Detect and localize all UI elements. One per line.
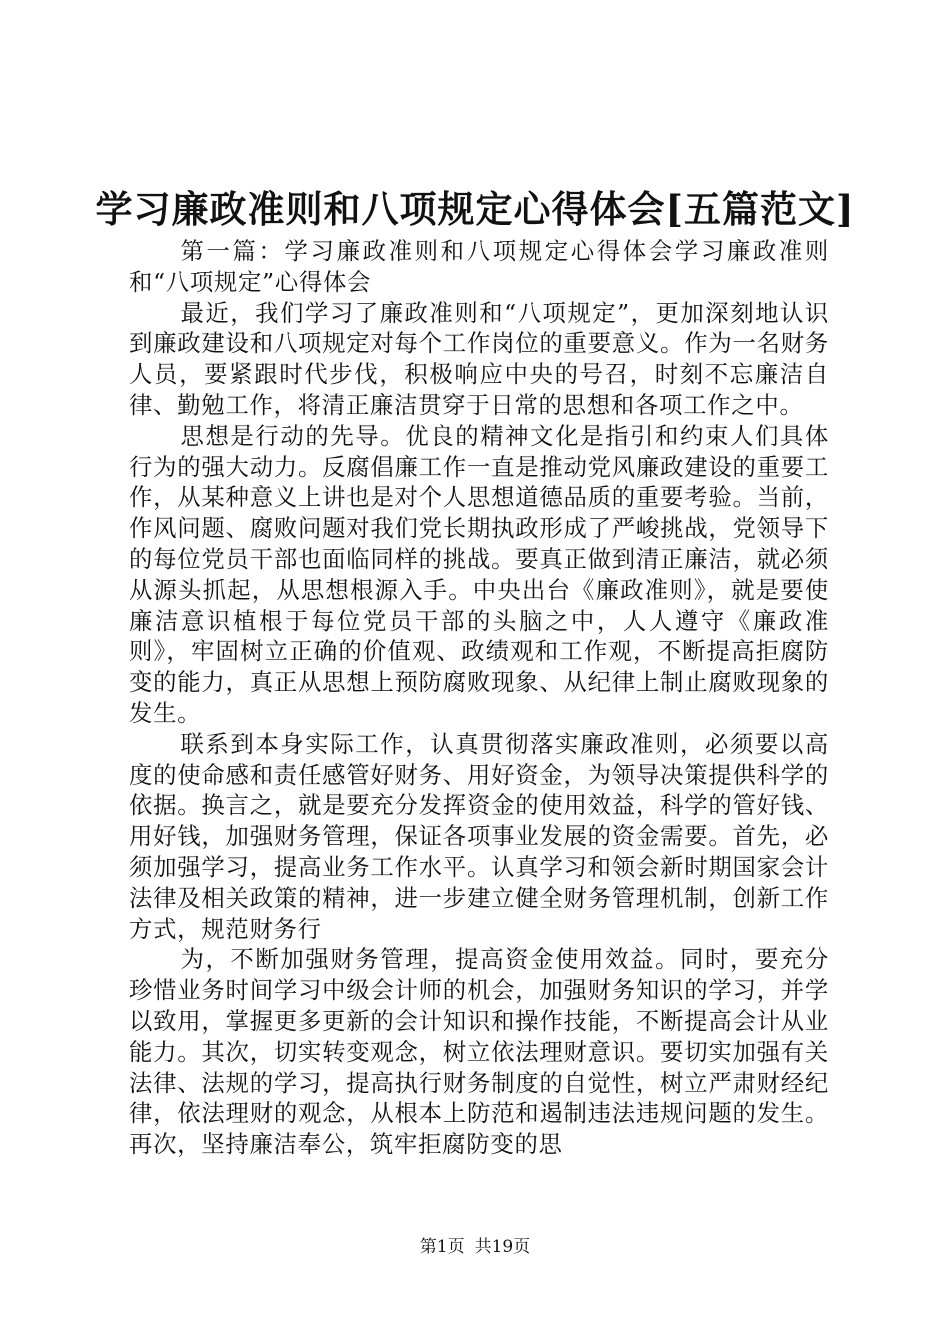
- document-title: 学习廉政准则和八项规定心得体会[五篇范文]: [95, 187, 855, 231]
- paragraph: 思想是行动的先导。优良的精神文化是指引和约束人们具体行为的强大动力。反腐倡廉工作一直是推动党风廉政建设的重要工作，从某种意义上讲也是对个人思想道德品质的重要考验。当前，作风问题、腐败问题对我们党长期执政形成了严峻挑战，党领导下的每位党员干部也面临同样的挑战。要真正做到清正廉洁，就必须从源头抓起，从思想根源入手。中央出台《廉政准则》，就是要使廉洁意识植根于每位党员干部的头脑之中，人人遵守《廉政准则》，牢固树立正确的价值观、政绩观和工作观，不断提高拒腐防变的能力，真正从思想上预防腐败现象、从纪律上制止腐败现象的发生。: [129, 421, 829, 727]
- page-total: 共19页: [474, 1237, 531, 1257]
- page-number: 第1页: [419, 1237, 465, 1257]
- page-footer: [0, 1235, 950, 1259]
- document-body: [129, 236, 829, 1160]
- paragraph: 为，不断加强财务管理，提高资金使用效益。同时，要充分珍惜业务时间学习中级会计师的机会，加强财务知识的学习，并学以致用，掌握更多更新的会计知识和操作技能，不断提高会计从业能力。其次，切实转变观念，树立依法理财意识。要切实加强有关法律、法规的学习，提高执行财务制度的自觉性，树立严肃财经纪律，依法理财的观念，从根本上防范和遏制违法违规问题的发生。再次，坚持廉洁奉公，筑牢拒腐防变的思: [129, 945, 829, 1159]
- paragraph: 最近，我们学习了廉政准则和“八项规定”，更加深刻地认识到廉政建设和八项规定对每个工作岗位的重要意义。作为一名财务人员，要紧跟时代步伐，积极响应中央的号召，时刻不忘廉洁自律、勤勉工作，将清正廉洁贯穿于日常的思想和各项工作之中。: [129, 298, 829, 419]
- paragraph: 联系到本身实际工作，认真贯彻落实廉政准则，必须要以高度的使命感和责任感管好财务、用好资金，为领导决策提供科学的依据。换言之，就是要充分发挥资金的使用效益，科学的管好钱、用好钱，加强财务管理，保证各项事业发展的资金需要。首先，必须加强学习，提高业务工作水平。认真学习和领会新时期国家会计法律及相关政策的精神，进一步建立健全财务管理机制，创新工作方式，规范财务行: [129, 729, 829, 943]
- paragraph: 第一篇：学习廉政准则和八项规定心得体会学习廉政准则和“八项规定”心得体会: [129, 237, 829, 296]
